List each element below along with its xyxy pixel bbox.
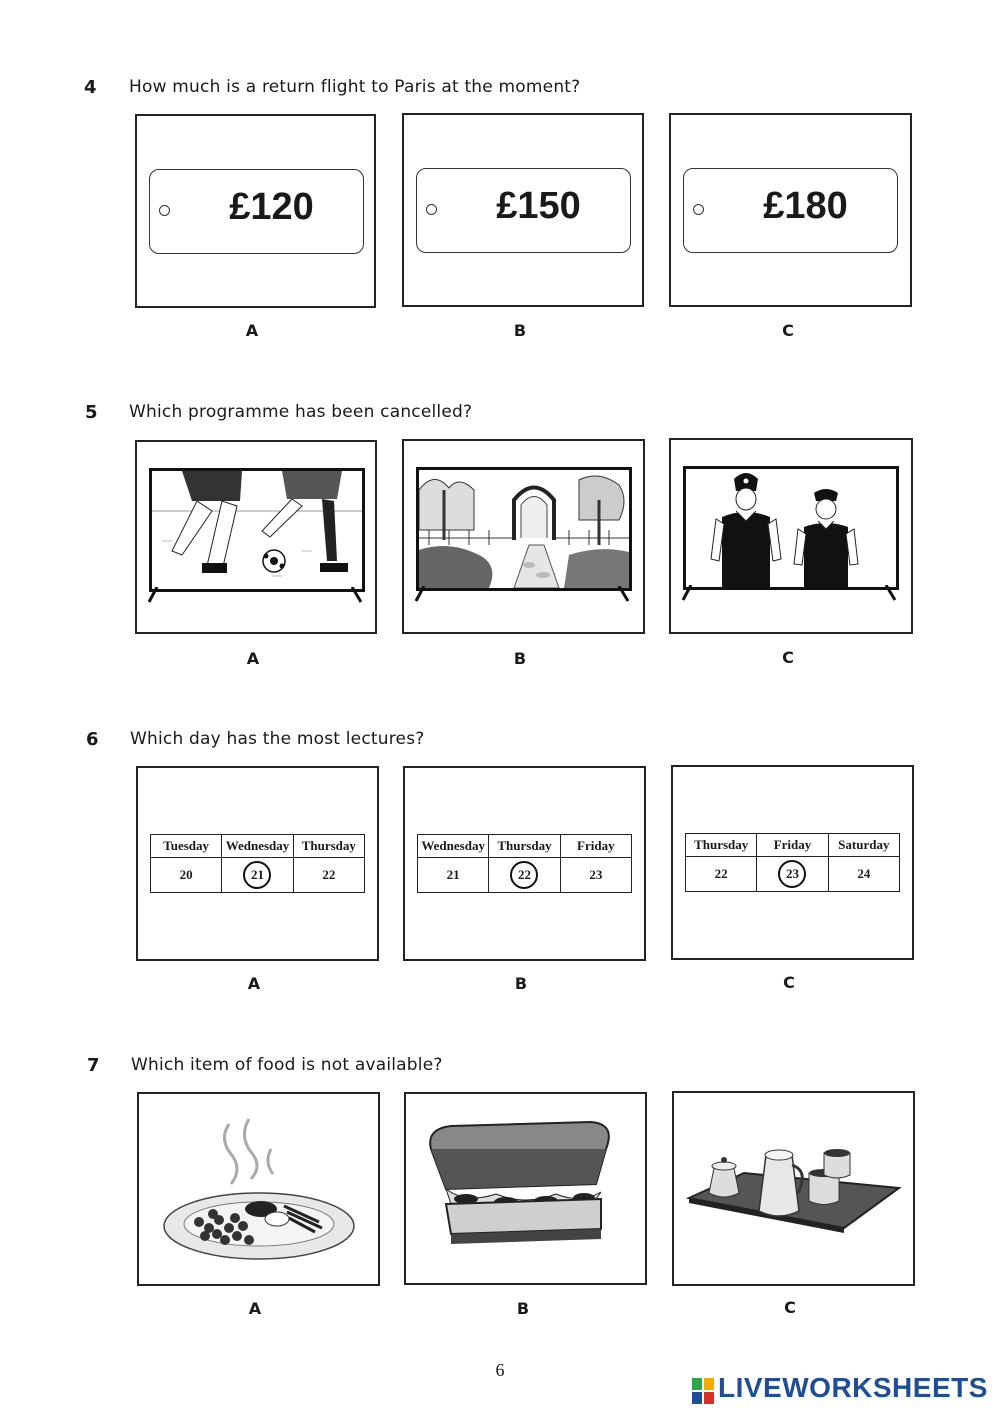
date-cell: 24 xyxy=(828,857,899,892)
sandwich-picture xyxy=(406,1094,645,1283)
liveworksheets-logo-icon xyxy=(692,1378,714,1404)
q7-option-c-box[interactable] xyxy=(672,1091,915,1286)
day-header: Friday xyxy=(757,834,828,857)
day-header: Thursday xyxy=(686,834,757,857)
q7-option-b-box[interactable] xyxy=(404,1092,647,1285)
q5-option-a-letter: A xyxy=(246,649,260,668)
day-header: Thursday xyxy=(489,835,560,858)
tea-tray-picture xyxy=(674,1093,913,1284)
q7-option-a-letter: A xyxy=(248,1299,262,1318)
day-header: Thursday xyxy=(293,835,364,858)
q7-option-c-letter: C xyxy=(784,1298,796,1317)
q6-option-b-box[interactable] xyxy=(403,766,646,961)
q4-option-a-letter: A xyxy=(245,321,259,340)
day-header: Tuesday xyxy=(151,835,222,858)
q4-option-c-box[interactable] xyxy=(669,113,912,307)
tag-hole-icon xyxy=(159,205,170,216)
q5-option-c-box[interactable] xyxy=(669,438,913,634)
calendar-table xyxy=(417,834,632,893)
q4-option-b-letter: B xyxy=(513,321,527,340)
day-header: Wednesday xyxy=(222,835,293,858)
question-5-text: Which programme has been cancelled? xyxy=(129,402,473,422)
calendar-table xyxy=(150,834,365,893)
circled-date: 23 xyxy=(778,860,806,888)
q6-option-c-box[interactable] xyxy=(671,765,914,960)
q6-option-b-letter: B xyxy=(514,974,528,993)
price-tag xyxy=(416,168,631,253)
price-label: £120 xyxy=(229,186,314,228)
q5-option-c-letter: C xyxy=(782,648,794,667)
question-7-text: Which item of food is not available? xyxy=(131,1055,443,1075)
price-tag xyxy=(149,169,364,254)
date-cell: 20 xyxy=(151,858,222,893)
price-label: £150 xyxy=(496,185,581,227)
day-header: Friday xyxy=(560,835,631,858)
circled-date: 21 xyxy=(243,861,271,889)
liveworksheets-logo[interactable]: LIVEWORKSHEETS xyxy=(718,1372,988,1403)
q7-option-a-box[interactable] xyxy=(137,1092,380,1286)
q4-option-b-box[interactable] xyxy=(402,113,644,307)
q4-option-a-box[interactable] xyxy=(135,114,376,308)
date-cell: 22 xyxy=(293,858,364,893)
q6-option-c-letter: C xyxy=(783,973,795,992)
q5-option-b-letter: B xyxy=(513,649,527,668)
tv-stand-icon xyxy=(671,585,911,605)
question-7-number: 7 xyxy=(87,1055,100,1076)
question-4-number: 4 xyxy=(84,77,97,98)
q7-option-b-letter: B xyxy=(516,1299,530,1318)
tv-screen xyxy=(683,466,899,590)
question-5-number: 5 xyxy=(85,402,98,423)
police-officers-picture xyxy=(686,469,896,587)
q6-option-a-letter: A xyxy=(247,974,261,993)
tv-stand-icon xyxy=(404,586,644,606)
tv-screen xyxy=(416,467,632,591)
date-cell-circled xyxy=(489,858,560,893)
date-cell: 23 xyxy=(560,858,631,893)
q5-option-b-box[interactable] xyxy=(402,439,645,634)
price-label: £180 xyxy=(763,185,848,227)
tag-hole-icon xyxy=(426,204,437,215)
date-cell: 22 xyxy=(686,857,757,892)
tv-screen xyxy=(149,468,365,592)
question-4-text: How much is a return flight to Paris at the moment? xyxy=(129,77,581,97)
date-cell-circled xyxy=(222,858,293,893)
question-6-number: 6 xyxy=(86,729,99,750)
calendar-table xyxy=(685,833,900,892)
hot-meal-plate-picture xyxy=(139,1094,378,1284)
q5-option-a-box[interactable] xyxy=(135,440,377,634)
date-cell: 21 xyxy=(418,858,489,893)
page-number: 6 xyxy=(495,1360,505,1380)
day-header: Saturday xyxy=(828,834,899,857)
tv-stand-icon xyxy=(137,587,377,607)
question-6-text: Which day has the most lectures? xyxy=(130,729,425,749)
football-match-picture xyxy=(152,471,362,589)
garden-picture xyxy=(419,470,629,588)
circled-date: 22 xyxy=(510,861,538,889)
tag-hole-icon xyxy=(693,204,704,215)
date-cell-circled xyxy=(757,857,828,892)
q4-option-c-letter: C xyxy=(782,321,794,340)
q6-option-a-box[interactable] xyxy=(136,766,379,961)
price-tag xyxy=(683,168,898,253)
day-header: Wednesday xyxy=(418,835,489,858)
